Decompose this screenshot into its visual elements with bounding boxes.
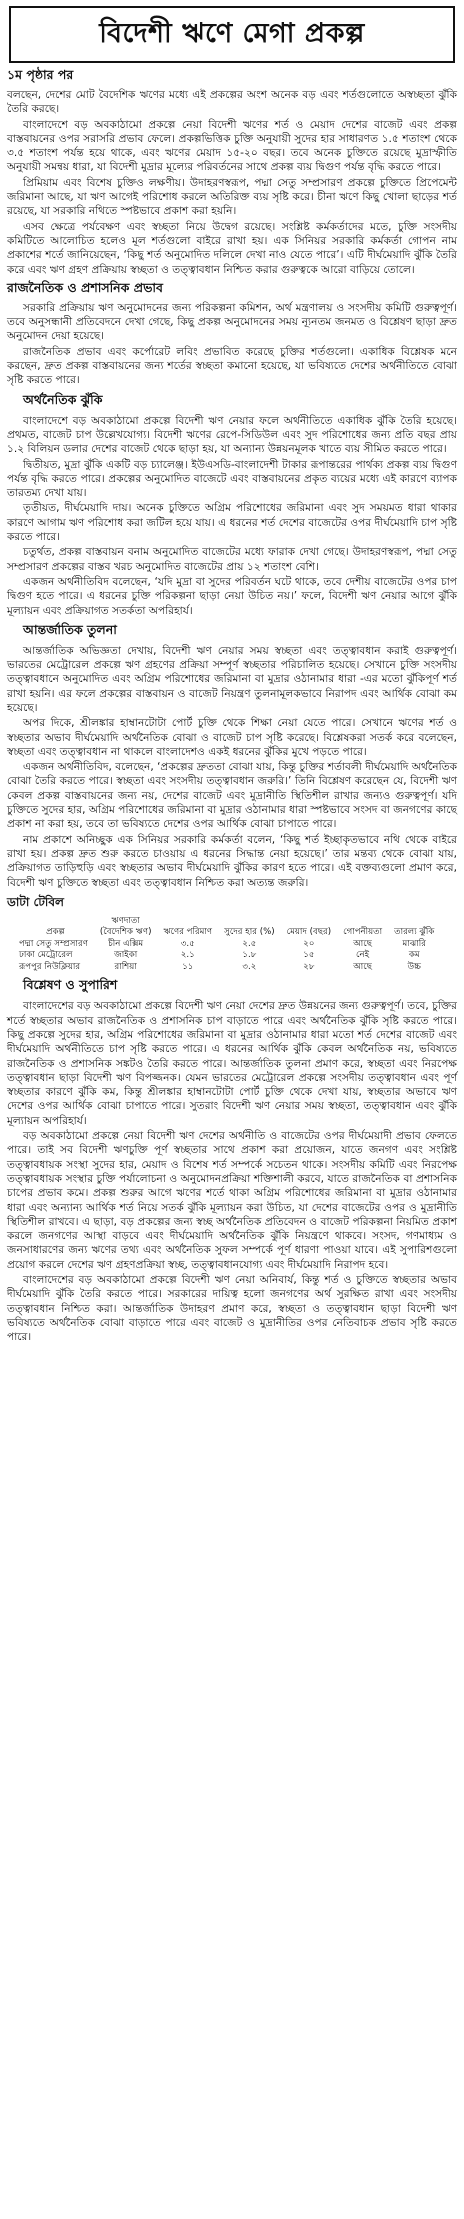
table-cell: উচ্চ xyxy=(407,961,422,972)
table-header-row xyxy=(17,916,440,939)
column-header: প্রকল্প xyxy=(46,926,65,937)
table-cell: ঢাকা মেট্রোরেল xyxy=(19,950,73,961)
table-cell: আছে xyxy=(353,938,372,949)
table-cell: আছে xyxy=(353,961,372,972)
table-cell: ২০ xyxy=(303,938,315,949)
international-paragraph: আন্তর্জাতিক অভিজ্ঞতা দেখায়, বিদেশী ঋণ নেয়ার সময় স্বচ্ছতা এবং তত্ত্বাবধান করাই গুরুত্বপূর্ণ। ভারতের মেট্রোরেল প্রকল্পে ঋণ গ্রহণের প্রক্রিয়া সম্পূর্ণ স্বচ্ছতার পরিচালিত হয়েছে। সেখানে চুক্তি সংসদীয় তত্ত্বাবধানে অনুমোদিত এবং অগ্রিম পরিশোধের জরিমানা বা মুদ্রার ওঠানামার ধারা -এর মতো ঝুঁকিপূর্ণ শর্ত রাখা হয়নি। এর ফলে প্রকল্পের বাস্তবায়ন ও বাজেট নিয়ন্ত্রণ তুলনামূলকভাবে নিরাপদ এবং আর্থিক বোঝা কম হয়েছে। xyxy=(7,644,457,714)
intro-paragraph: এসব ক্ষেত্রে পর্যবেক্ষণ এবং স্বচ্ছতা নিয়ে উদ্বেগ রয়েছে। সংশ্লিষ্ট কর্মকর্তাদের মতে, চুক্তি সংসদীয় কমিটিতে আলোচিত হলেও মূল শর্তগুলো বাইরে রাখা হয়। এক সিনিয়র সরকারি কর্মকর্তা গোপন নাম প্রকাশের শর্তে জানিয়েছেন, ‘কিছু শর্ত অনুমোদিত দলিলে দেখা নাও যেতে পারে’। এটি দীর্ঘমেয়াদি ঝুঁকি তৈরি করে এবং ঋণ গ্রহণ প্রক্রিয়ায় স্বচ্ছতা ও তত্ত্বাবধান নিশ্চিত করার গুরুত্বকে আরো বাড়িয়ে তোলে। xyxy=(7,220,457,276)
headline: বিদেশী ঋণে মেগা প্রকল্প xyxy=(99,18,365,49)
table-row xyxy=(17,962,440,974)
section-heading-economic: অর্থনৈতিক ঝুঁকি xyxy=(23,391,103,407)
table-cell: ১১ xyxy=(182,961,194,972)
table-cell: রূপপুর নিউক্লিয়ার xyxy=(19,961,81,972)
international-paragraph: অপর দিকে, শ্রীলঙ্কার হাম্বানটোটা পোর্ট চুক্তি থেকে শিক্ষা নেয়া যেতে পারে। সেখানে ঋণের শর্ত ও স্বচ্ছতার অভাব দীর্ঘমেয়াদি অর্থনৈতিক বোঝা ও বাজেট চাপ সৃষ্টি করেছে। বিশ্লেষকরা সতর্ক করে বলেছেন, স্বচ্ছতা এবং তত্ত্বাবধান না থাকলে বাংলাদেশও একই ধরনের ঝুঁকির মুখে পড়তে পারে। xyxy=(7,717,457,758)
table-cell: ৩.২ xyxy=(242,961,257,972)
section-heading-political: রাজনৈতিক ও প্রশাসনিক প্রভাব xyxy=(7,279,163,295)
column-header: ঋণদাতা (বৈদেশিক ঋণ) xyxy=(99,915,152,937)
table-cell: চীন এক্সিম xyxy=(108,938,144,949)
economic-paragraph: বাংলাদেশে বড় অবকাঠামো প্রকল্পে বিদেশী ঋণ নেয়ার ফলে অর্থনীতিতে একাধিক ঝুঁকি তৈরি হয়েছে। প্রথমত, বাজেট চাপ উল্লেখযোগ্য। বিদেশী ঋণের রেপে-সিডিউল এবং সুদ পরিশোধের জন্য প্রতি বছর প্রায় ১.২ বিলিয়ন ডলার দেশের বাজেট থেকে ছাড়া হয়, যা অন্যান্য উন্নয়নমূলক খাতে ব্যয় সীমিত করতে পারে। xyxy=(7,414,457,456)
analysis-paragraph: বাংলাদেশের বড় অবকাঠামো প্রকল্পে বিদেশী ঋণ নেয়া দেশের দ্রুত উন্নয়নের জন্য গুরুত্বপূর্ণ। তবে, চুক্তির শর্তে স্বচ্ছতার অভাব রাজনৈতিক ও প্রশাসনিক চাপ বাড়াতে পারে এবং অর্থনৈতিক ঝুঁকি সৃষ্টি করতে পারে। কিছু প্রকল্পে সুদের হার, অগ্রিম পরিশোধের জরিমানা বা মুদ্রার ওঠানামার ধারা মতো শর্ত দেশের বাজেট এবং দীর্ঘমেয়াদি অর্থনীতিতে চাপ সৃষ্টি করতে পারে। এ ধরনের আর্থিক ঝুঁকি কেবল অর্থনৈতিক নয়, ভবিষ্যতে রাজনৈতিক ও প্রশাসনিক সঙ্কটও তৈরি করতে পারে। আন্তর্জাতিক তুলনা প্রমাণ করে, স্বচ্ছতা এবং নিরপেক্ষ তত্ত্বাবধান ছাড়া বিদেশী ঋণ বিপজ্জনক। যেমন ভারতের মেট্রোরেল প্রকল্পে সংসদীয় তত্ত্বাবধান এবং পূর্ণ স্বচ্ছতার কারণে ঝুঁকি কম, কিন্তু শ্রীলঙ্কার হাম্বানটোটা পোর্ট চুক্তি থেকে দেখা যায়, স্বচ্ছতার অভাবে ঋণ দেশের ওপর আর্থিক বোঝা চাপাতে পারে। সুতরাং বিদেশী ঋণ নেয়ার সময় স্বচ্ছতা, তত্ত্বাবধান এবং ঝুঁকি মূল্যায়ন অপরিহার্য। xyxy=(7,1000,457,1127)
analysis-paragraph: বড় অবকাঠামো প্রকল্পে নেয়া বিদেশী ঋণ দেশের অর্থনীতি ও বাজেটের ওপর দীর্ঘমেয়াদী প্রভাব ফেলতে পারে। তাই সব বিদেশী ঋণচুক্তি পূর্ণ স্বচ্ছতার সাথে প্রকাশ করা প্রয়োজন, যাতে জনগণ এবং সংশ্লিষ্ট তত্ত্বাবধায়ক সংস্থা সুদের হার, মেয়াদ ও বিশেষ শর্ত সম্পর্কে সচেতন থাকে। সংসদীয় কমিটি এবং নিরপেক্ষ তত্ত্বাবধায়ক সংস্থার চুক্তি পর্যালোচনা ও অনুমোদনপ্রক্রিয়া শক্তিশালী করবে, যাতে রাজনৈতিক বা প্রশাসনিক চাপের প্রভাব কমে। প্রকল্প শুরুর আগে ঋণের শর্তে থাকা অগ্রিম পরিশোধের জরিমানা বা মুদ্রার ওঠানামার ধারা এবং অন্যান্য আর্থিক শর্ত নিয়ে সতর্ক ঝুঁকি মূল্যায়ন করা উচিত, যা দেশের বাজেটের ওপর ও মুদ্রানীতি স্থিতিশীল রাখবে। এ ছাড়া, বড় প্রকল্পের জন্য স্বচ্ছ অর্থনৈতিক প্রতিবেদন ও বাজেট পরিকল্পনা নিয়মিত প্রকাশ করলে জনগণের আস্থা বাড়বে এবং দীর্ঘমেয়াদি অর্থনৈতিক ঝুঁকি নিয়ন্ত্রণে থাকবে। সংসদ, গণমাধ্যম ও জনসাধারণের জন্য ঋণের তথ্য এবং অর্থনৈতিক সুফল সম্পর্কে পূর্ণ ধারণা পাওয়া যাবে। এই সুপারিশগুলো প্রয়োগ করলে দেশের ঋণ গ্রহণপ্রক্রিয়া স্বচ্ছ, তত্ত্বাবধানযোগ্য এবং দীর্ঘমেয়াদি নিরাপদ হবে। xyxy=(7,1130,457,1271)
column-header: তারল্য ঝুঁকি xyxy=(394,926,435,937)
table-cell: ২.৫ xyxy=(242,938,257,949)
table-cell: পদ্মা সেতু সম্প্রসারণ xyxy=(19,938,88,949)
table-cell: ১৫ xyxy=(303,950,315,961)
table-cell: নেই xyxy=(356,950,370,961)
intro-paragraph: প্রিমিয়াম এবং বিশেষ চুক্তিও লক্ষণীয়। উদাহরণস্বরূপ, পদ্মা সেতু সম্প্রসারণ প্রকল্পে চুক্তিতে প্রিপেমেন্ট জরিমানা আছে, যা ঋণ আগেই পরিশোধ করলে অতিরিক্ত ব্যয় সৃষ্টি করে। চীনা ঋণে কিছু খোলা ছাড়ের শর্ত রয়েছে, যা সরকারি নথিতে স্পষ্টভাবে প্রকাশ করা হয়নি। xyxy=(7,176,457,218)
column-header: গোপনীয়তা xyxy=(343,926,383,937)
analysis-paragraph: বাংলাদেশের বড় অবকাঠামো প্রকল্পে বিদেশী ঋণ নেয়া অনিবার্য, কিন্তু শর্ত ও চুক্তিতে স্বচ্ছতার অভাব দীর্ঘমেয়াদি ঝুঁকি তৈরি করতে পারে। সরকারের দায়িত্ব হলো জনগণের অর্থ সুরক্ষিত রাখা এবং সংসদীয় তত্ত্বাবধান নিশ্চিত করা। আন্তর্জাতিক উদাহরণ প্রমাণ করে, স্বচ্ছতা ও তত্ত্বাবধান ছাড়া বিদেশী ঋণ ভবিষ্যতে অর্থনৈতিক বোঝা বাড়াতে পারে এবং বাজেট ও মুদ্রানীতির ওপর নেতিবাচক প্রভাব সৃষ্টি করতে পারে। xyxy=(7,1273,457,1344)
political-paragraph: রাজনৈতিক প্রভাব এবং কর্পোরেট লবিং প্রভাবিত করেছে চুক্তির শর্তগুলো। একাধিক বিশ্লেষক মনে করছেন, দ্রুত প্রকল্প বাস্তবায়নের জন্য শর্তের স্বচ্ছতা কমানো হয়েছে, যা ভবিষ্যতে দেশের অর্থনীতিতে বোঝা সৃষ্টি করতে পারে। xyxy=(7,345,457,387)
intro-paragraph: বাংলাদেশে বড় অবকাঠামো প্রকল্পে নেয়া বিদেশী ঋণের শর্ত ও মেয়াদ দেশের বাজেট এবং প্রকল্প বাস্তবায়নের ওপর সরাসরি প্রভাব ফেলে। প্রকল্পভিত্তিক চুক্তি অনুযায়ী সুদের হার সাধারণত ১.৫ শতাংশ থেকে ৩.৫ শতাংশ পর্যন্ত হয়ে থাকে, এবং ঋণের মেয়াদ ১৫-২০ বছর। তবে অনেক চুক্তিতে রয়েছে মুদ্রাস্ফীতি অনুযায়ী সমন্বয় ধারা, যা বিদেশী মুদ্রার মূল্যের পরিবর্তনের সাথে প্রকল্প ব্যয় দ্বিগুণ পর্যন্ত বৃদ্ধি করতে পারে। xyxy=(7,118,457,174)
table-cell: জাইকা xyxy=(114,950,138,961)
section-heading-analysis: বিশ্লেষণ ও সুপারিশ xyxy=(23,977,118,993)
table-cell: ৩.৫ xyxy=(180,938,195,949)
economic-paragraph: চতুর্থত, প্রকল্প বাস্তবায়ন বনাম অনুমোদিত বাজেটের মধ্যে ফারাক দেখা গেছে। উদাহরণস্বরূপ, পদ্মা সেতু সম্প্রসারণ প্রকল্পের বাস্তব খরচ অনুমোদিত বাজেটের প্রায় ১২ শতাংশ বেশি। xyxy=(7,546,457,573)
section-heading-international: আন্তর্জাতিক তুলনা xyxy=(23,621,117,637)
table-cell: ১.৮ xyxy=(242,950,257,961)
data-table xyxy=(17,916,440,974)
economic-paragraph: একজন অর্থনীতিবিদ বলেছেন, ‘যদি মুদ্রা বা সুদের পরিবর্তন ঘটে থাকে, তবে দেশীয় বাজেটের ওপর চাপ দ্বিগুণ হতে পারে। এ ধরনের চুক্তি পরিকল্পনা ছাড়া নেয়া উচিত নয়।’ ফলে, বিদেশী ঋণ নেয়ার আগে ঝুঁকি মূল্যায়ন এবং প্রক্রিয়াগত সতর্কতা অপরিহার্য। xyxy=(7,575,457,617)
table-cell: ২.১ xyxy=(180,950,195,961)
table-cell: কম xyxy=(408,950,420,961)
column-header: সুদের হার (%) xyxy=(224,926,275,937)
continued-from-label: ১ম পৃষ্ঠার পর xyxy=(7,67,74,82)
international-paragraph: নাম প্রকাশে অনিচ্ছুক এক সিনিয়র সরকারি কর্মকর্তা বলেন, ‘কিছু শর্ত ইচ্ছাকৃতভাবে নথি থেকে বাইরে রাখা হয়। প্রকল্প দ্রুত শুরু করতে চাওয়ায় এ ধরনের সিদ্ধান্ত নেয়া হয়েছে।’ তার মন্তব্য থেকে বোঝা যায়, প্রক্রিয়াগত তাড়িহুড়ি এবং স্বচ্ছতার অভাব দীর্ঘমেয়াদি ঝুঁকির কারণ হতে পারে। এই বক্তব্যগুলো প্রমাণ করে, বিদেশী ঋণ চুক্তিতে স্বচ্ছতা এবং তত্ত্বাবধান নিশ্চিত করা অত্যন্ত জরুরি। xyxy=(7,833,457,889)
headline-box xyxy=(9,6,455,63)
table-row xyxy=(17,939,440,951)
column-header: মেয়াদ (বছর) xyxy=(286,926,332,937)
table-cell: মাঝারি xyxy=(402,938,426,949)
column-header: ঋণের পরিমাণ xyxy=(163,926,213,937)
economic-paragraph: দ্বিতীয়ত, মুদ্রা ঝুঁকি একটি বড় চ্যালেঞ্জ। ইউএসডি-বাংলাদেশী টাকার রূপান্তরের পার্থক্য প্রকল্প ব্যয় দ্বিগুণ পর্যন্ত বৃদ্ধি করতে পারে। প্রকল্পের অনুমোদিত বাজেটে এবং বাস্তবায়নের প্রকৃত ব্যয়ের মধ্যে এই কারণে ব্যাপক তারতম্য দেখা যায়। xyxy=(7,458,457,500)
economic-paragraph: তৃতীয়ত, দীর্ঘমেয়াদি দায়। অনেক চুক্তিতে অগ্রিম পরিশোধের জরিমানা এবং সুদ সময়মত ধারা থাকার কারণে আগাম ঋণ পরিশোধ করা জটিল হয়ে যায়। এ ধরনের শর্ত দেশের বাজেটের ওপর দীর্ঘমেয়াদি চাপ সৃষ্টি করতে পারে। xyxy=(7,502,457,544)
data-table-label: ডাটা টেবিল xyxy=(7,894,64,909)
table-cell: ২৮ xyxy=(303,961,315,972)
intro-paragraph: বলছেন, দেশের মোট বৈদেশিক ঋণের মধ্যে এই প্রকল্পের অংশ অনেক বড় এবং শর্তগুলোতে অস্বচ্ছতা ঝুঁকি তৈরি করছে। xyxy=(7,89,457,116)
table-cell: রাশিয়া xyxy=(114,961,137,972)
international-paragraph: একজন অর্থনীতিবিদ, বলেছেন, ‘প্রকল্পের দ্রুততা বোঝা যায়, কিন্তু চুক্তির শর্তাবলী দীর্ঘমেয়াদি অর্থনৈতিক বোঝা তৈরি করতে পারে। স্বচ্ছতা এবং সংসদীয় তত্ত্বাবধান জরুরি।’ তিনি বিশ্লেষণ করেছেন যে, বিদেশী ঋণ কেবল প্রকল্প বাস্তবায়নের জন্য নয়, দেশের বাজেট এবং মুদ্রানীতি স্থিতিশীল রাখার জন্যও গুরুত্বপূর্ণ। যদি চুক্তিতে সুদের হার, অগ্রিম পরিশোধের জরিমানা বা মুদ্রার ওঠানামার ধারা স্পষ্টভাবে সংসদ বা জনগণের কাছে প্রকাশ না করা হয়, তবে তা ভবিষ্যতে দেশের ওপর আর্থিক বোঝা চাপাতে পারে। xyxy=(7,761,457,831)
table-row xyxy=(17,950,440,962)
political-paragraph: সরকারি প্রক্রিয়ায় ঋণ অনুমোদনের জন্য পরিকল্পনা কমিশন, অর্থ মন্ত্রণালয় ও সংসদীয় কমিটি গুরুত্বপূর্ণ। তবে অনুসন্ধানী প্রতিবেদনে দেখা গেছে, কিছু প্রকল্প অনুমোদনের সময় ন্যূনতম জনমত ও বিশ্লেষণ ছাড়া দ্রুত অনুমোদন দেয়া হয়েছে। xyxy=(7,301,457,343)
